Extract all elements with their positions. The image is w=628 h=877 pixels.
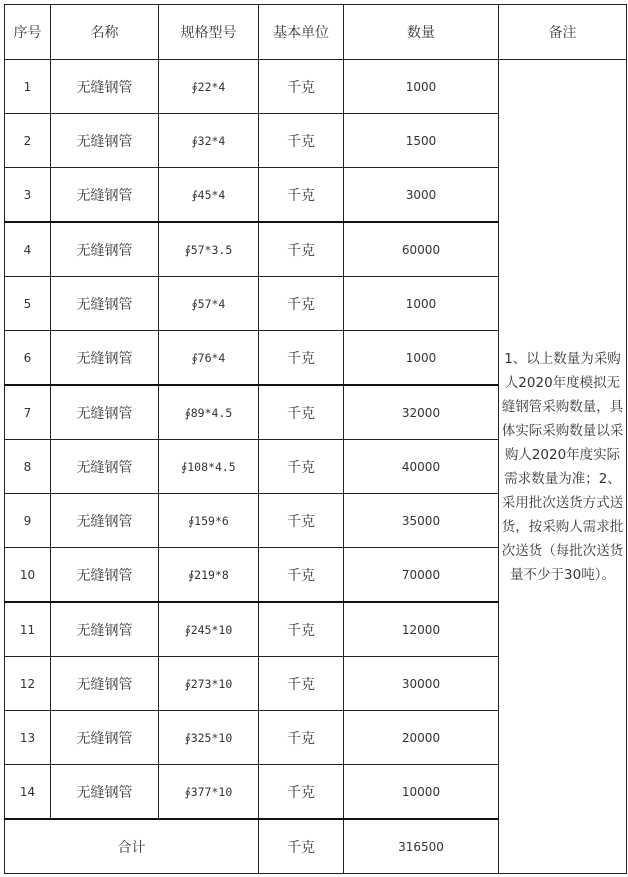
row-name: 无缝钢管 <box>51 494 159 548</box>
row-qty: 32000 <box>344 385 499 440</box>
row-qty: 40000 <box>344 440 499 494</box>
row-no: 8 <box>5 440 51 494</box>
row-unit: 千克 <box>259 222 344 277</box>
row-qty: 1000 <box>344 277 499 331</box>
header-qty: 数量 <box>344 5 499 60</box>
row-spec: ∮159*6 <box>159 494 259 548</box>
row-name: 无缝钢管 <box>51 548 159 603</box>
row-name: 无缝钢管 <box>51 331 159 386</box>
row-unit: 千克 <box>259 385 344 440</box>
row-spec: ∮219*8 <box>159 548 259 603</box>
row-qty: 70000 <box>344 548 499 603</box>
row-qty: 35000 <box>344 494 499 548</box>
row-name: 无缝钢管 <box>51 657 159 711</box>
row-no: 5 <box>5 277 51 331</box>
row-spec: ∮57*3.5 <box>159 222 259 277</box>
row-qty: 1000 <box>344 60 499 114</box>
row-no: 4 <box>5 222 51 277</box>
header-name: 名称 <box>51 5 159 60</box>
row-name: 无缝钢管 <box>51 114 159 168</box>
row-name: 无缝钢管 <box>51 440 159 494</box>
total-qty: 316500 <box>344 819 499 874</box>
row-name: 无缝钢管 <box>51 277 159 331</box>
row-unit: 千克 <box>259 602 344 657</box>
row-spec: ∮108*4.5 <box>159 440 259 494</box>
header-row <box>5 5 627 60</box>
row-no: 12 <box>5 657 51 711</box>
row-spec: ∮45*4 <box>159 168 259 223</box>
row-spec: ∮273*10 <box>159 657 259 711</box>
row-unit: 千克 <box>259 494 344 548</box>
row-spec: ∮89*4.5 <box>159 385 259 440</box>
total-label: 合计 <box>5 819 259 874</box>
spec-table <box>4 4 627 874</box>
row-no: 6 <box>5 331 51 386</box>
row-no: 3 <box>5 168 51 223</box>
row-no: 13 <box>5 711 51 765</box>
row-name: 无缝钢管 <box>51 711 159 765</box>
header-spec: 规格型号 <box>159 5 259 60</box>
row-spec: ∮76*4 <box>159 331 259 386</box>
remark-cell: 1、以上数量为采购人2020年度模拟无缝钢管采购数量，具体实际采购数量以采购人2020年度实际需求数量为准；2、采用批次送货方式送货，按采购人需求批次送货（每批次送货量不少于30吨）。 <box>499 60 627 874</box>
row-name: 无缝钢管 <box>51 222 159 277</box>
row-unit: 千克 <box>259 440 344 494</box>
row-qty: 30000 <box>344 657 499 711</box>
row-qty: 1000 <box>344 331 499 386</box>
row-no: 11 <box>5 602 51 657</box>
row-qty: 10000 <box>344 765 499 820</box>
row-no: 10 <box>5 548 51 603</box>
row-unit: 千克 <box>259 331 344 386</box>
row-no: 9 <box>5 494 51 548</box>
row-spec: ∮245*10 <box>159 602 259 657</box>
header-remark: 备注 <box>499 5 627 60</box>
row-unit: 千克 <box>259 114 344 168</box>
row-unit: 千克 <box>259 711 344 765</box>
row-no: 7 <box>5 385 51 440</box>
row-qty: 60000 <box>344 222 499 277</box>
row-unit: 千克 <box>259 765 344 820</box>
row-qty: 1500 <box>344 114 499 168</box>
row-no: 14 <box>5 765 51 820</box>
row-spec: ∮57*4 <box>159 277 259 331</box>
row-unit: 千克 <box>259 168 344 223</box>
row-spec: ∮32*4 <box>159 114 259 168</box>
header-unit: 基本单位 <box>259 5 344 60</box>
row-name: 无缝钢管 <box>51 385 159 440</box>
row-name: 无缝钢管 <box>51 168 159 223</box>
row-name: 无缝钢管 <box>51 602 159 657</box>
row-spec: ∮377*10 <box>159 765 259 820</box>
row-no: 1 <box>5 60 51 114</box>
row-spec: ∮325*10 <box>159 711 259 765</box>
row-name: 无缝钢管 <box>51 60 159 114</box>
row-qty: 3000 <box>344 168 499 223</box>
row-unit: 千克 <box>259 60 344 114</box>
row-unit: 千克 <box>259 657 344 711</box>
row-qty: 12000 <box>344 602 499 657</box>
row-qty: 20000 <box>344 711 499 765</box>
row-unit: 千克 <box>259 548 344 603</box>
row-unit: 千克 <box>259 277 344 331</box>
row-spec: ∮22*4 <box>159 60 259 114</box>
table-row <box>5 60 627 114</box>
total-unit: 千克 <box>259 819 344 874</box>
row-no: 2 <box>5 114 51 168</box>
header-no: 序号 <box>5 5 51 60</box>
row-name: 无缝钢管 <box>51 765 159 820</box>
